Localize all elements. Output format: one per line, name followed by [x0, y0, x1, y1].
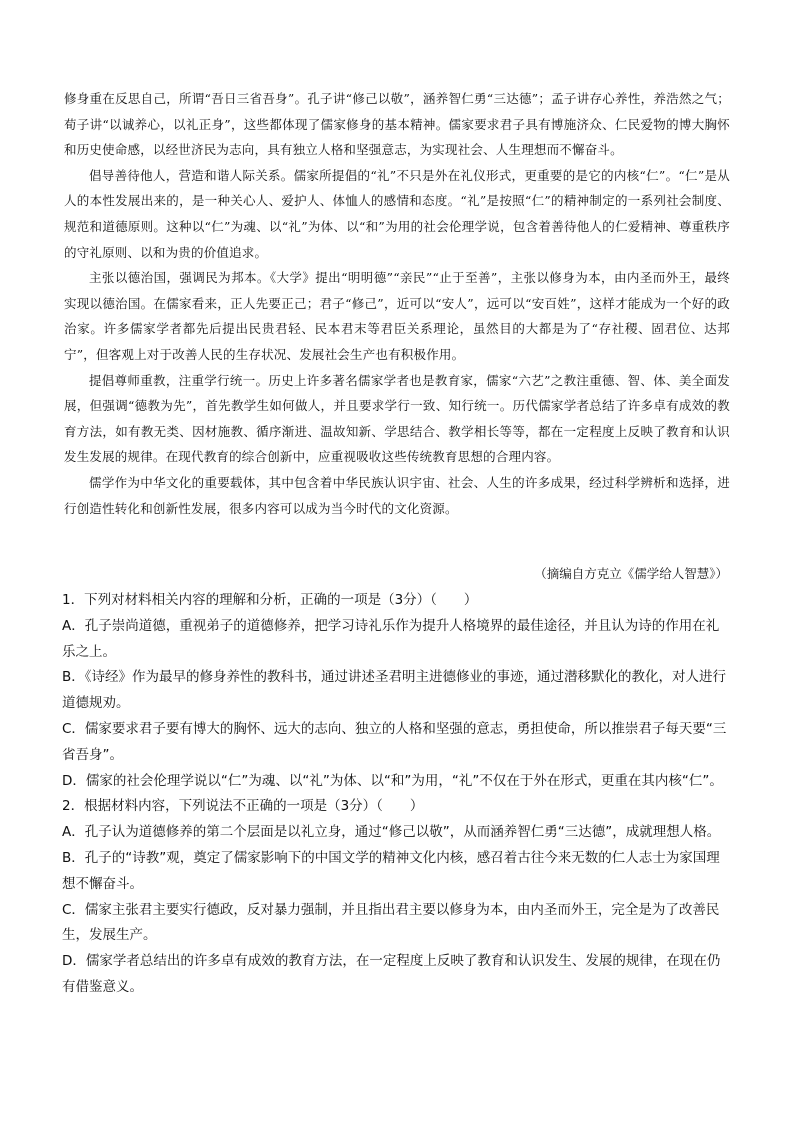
passage-paragraph: 修身重在反思自己，所谓“吾日三省吾身”。孔子讲“修己以敬”，涵养智仁勇“三达德”；孟子讲存心养性，养浩然之气；荀子讲“以诚养心，以礼正身”，这些都体现了儒家修身的基本精神。儒家要求君子具有博施济众、仁民爱物的博大胸怀和历史使命感，以经世济民为志向，具有独立人格和坚强意志，为实现社会、人生理想而不懈奋斗。 [64, 91, 730, 158]
option-b: B．《诗经》作为最早的修身养性的教科书，通过讲述圣君明主进德修业的事迹，通过潜移默化的教化，对人进行道德规劝。 [62, 669, 727, 712]
reading-passage [64, 86, 730, 521]
question-stem: 1．下列对材料相关内容的理解和分析，正确的一项是（3分）（ ） [62, 592, 478, 608]
question-2 [62, 794, 732, 1000]
passage-paragraph: 主张以德治国，强调民为邦本。《大学》提出“明明德”“亲民”“止于至善”，主张以修身为本，由内圣而外王，最终实现以德治国。在儒家看来，正人先要正己；君子“修己”，近可以“安人”，远可以“安百姓”，这样才能成为一个好的政治家。许多儒家学者都先后提出民贵君轻、民本君末等君臣关系理论，虽然目的大都是为了“存社稷、固君位、达邦宁”，但客观上对于改善人民的生存状况、发展社会生产也有积极作用。 [64, 270, 730, 362]
passage-paragraph: 倡导善待他人，营造和谐人际关系。儒家所提倡的“礼”不只是外在礼仪形式，更重要的是它的内核“仁”。“仁”是从人的本性发展出来的，是一种关心人、爱护人、体恤人的感情和态度。“礼”是按照“仁”的精神制定的一系列社会制度、规范和道德原则。这种以“仁”为魂、以“礼”为体、以“和”为用的社会伦理学说，包含着善待他人的仁爱精神、尊重秩序的守礼原则、以和为贵的价值追求。 [64, 167, 730, 260]
option-c: C．儒家主张君主要实行德政，反对暴力强制，并且指出君主要以修身为本，由内圣而外王，完全是为了改善民生，发展生产。 [62, 901, 720, 944]
passage-paragraph: 提倡尊师重教，注重学行统一。历史上许多著名儒家学者也是教育家，儒家“六艺”之教注重德、智、体、美全面发展，但强调“德教为先”，首先教学生如何做人，并且要求学行一致、知行统一。历代儒家学者总结了许多卓有成效的教育方法，如有教无类、因材施教、循序渐进、温故知新、学思结合、教学相长等等，都在一定程度上反映了教育和认识发生发展的规律。在现代教育的综合创新中，应重视吸收这些传统教育思想的合理内容。 [64, 372, 730, 465]
option-d: D．儒家学者总结出的许多卓有成效的教育方法，在一定程度上反映了教育和认识发生、发展的规律，在现在仍有借鉴意义。 [62, 953, 721, 995]
passage-paragraph: 儒学作为中华文化的重要载体，其中包含着中华民族认识宇宙、社会、人生的许多成果，经过科学辨析和选择，进行创造性转化和创新性发展，很多内容可以成为当今时代的文化资源。 [64, 474, 730, 516]
question-1 [62, 588, 732, 794]
option-c: C．儒家要求君子要有博大的胸怀、远大的志向、独立的人格和坚强的意志，勇担使命，所以推崇君子每天要“三省吾身”。 [62, 720, 727, 763]
question-list [62, 588, 732, 1001]
option-b: B．孔子的“诗教”观，奠定了儒家影响下的中国文学的精神文化内核，感召着古往今来无数的仁人志士为家国理想不懈奋斗。 [62, 849, 720, 892]
option-a: A．孔子认为道德修养的第二个层面是以礼立身，通过“修己以敬”，从而涵养智仁勇“三达德”，成就理想人格。 [62, 824, 721, 841]
question-stem: 2．根据材料内容，下列说法不正确的一项是（3分）（ ） [62, 798, 424, 815]
passage-source: （摘编自方克立《儒学给人智慧》） [534, 566, 728, 581]
option-a: A．孔子崇尚道德，重视弟子的道德修养，把学习诗礼乐作为提升人格境界的最佳途径，并且认为诗的作用在礼乐之上。 [62, 617, 720, 660]
option-d: D．儒家的社会伦理学说以“仁”为魂、以“礼”为体、以“和”为用，“礼”不仅在于外在形式，更重在其内核“仁”。 [62, 772, 723, 789]
